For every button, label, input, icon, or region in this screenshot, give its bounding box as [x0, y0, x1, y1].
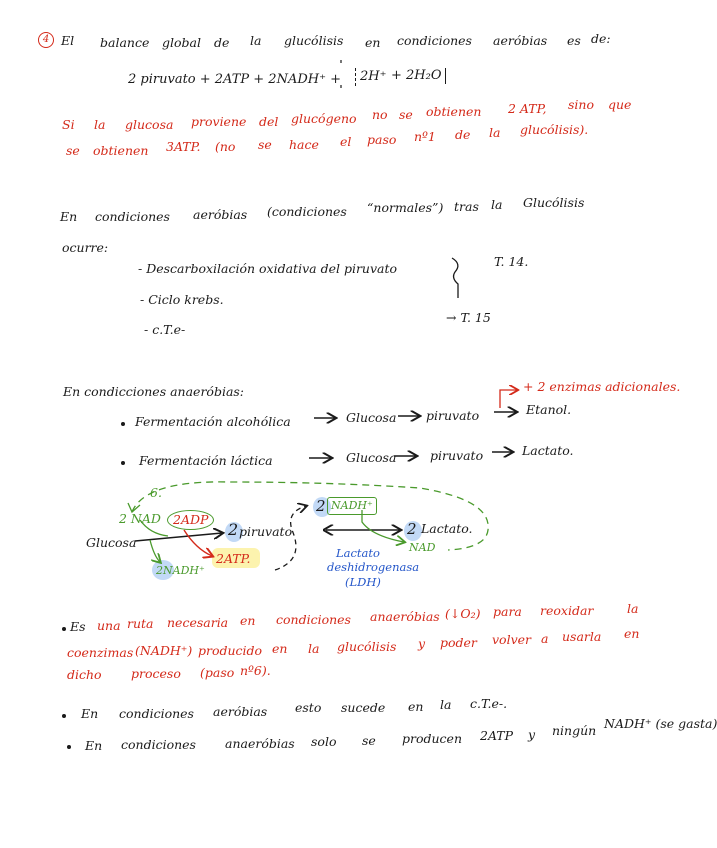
- word: global: [162, 35, 201, 50]
- word: es: [567, 33, 581, 48]
- word: reoxidar: [540, 603, 594, 618]
- regeneration-loop: [132, 482, 488, 550]
- word: necesaria: [167, 615, 229, 630]
- word: se: [362, 733, 376, 748]
- word: glucógeno: [291, 111, 357, 126]
- aerobic-step-3: - c.T.e-: [144, 322, 186, 337]
- word: (↓O₂): [445, 606, 481, 621]
- balance-equation-water: + 2H₂O: [391, 68, 446, 84]
- balance-equation: 2 piruvato + 2ATP + 2NADH⁺ +: [128, 72, 341, 87]
- pyruvate-count: 2: [228, 520, 239, 539]
- word: En: [81, 706, 99, 721]
- enzyme-label: Lactato: [336, 546, 380, 560]
- word: de: [214, 35, 230, 50]
- word: condiciones: [276, 612, 351, 627]
- word: el: [340, 134, 352, 149]
- word: la: [308, 641, 320, 656]
- nad-arrow: [140, 520, 168, 536]
- arrow: [135, 533, 222, 541]
- word: aeróbias: [493, 33, 548, 48]
- nad-output: NAD: [409, 541, 436, 554]
- word: condiciones: [95, 209, 170, 224]
- lactate-node: Lactato.: [421, 521, 473, 536]
- word: glucólisis: [284, 33, 344, 48]
- word: nº1: [414, 129, 436, 144]
- word: balance: [100, 35, 150, 50]
- nadh-count: 2: [316, 497, 326, 515]
- word: esto: [295, 700, 322, 715]
- word: que: [608, 97, 632, 112]
- step-six-label: 6.: [150, 485, 162, 500]
- word: obtienen: [426, 104, 482, 119]
- anaerobic-title: En condicciones anaeróbias:: [63, 384, 245, 399]
- word: en: [240, 613, 256, 628]
- word: paso: [367, 132, 397, 147]
- dashed-link: [275, 506, 306, 570]
- word: de:: [591, 31, 611, 46]
- word: producen: [402, 731, 463, 746]
- enzyme-abbrev: (LDH): [345, 575, 381, 589]
- word: En: [85, 738, 103, 753]
- lac-lactate: Lactato.: [522, 443, 574, 458]
- word: coenzimas: [67, 645, 134, 660]
- word: obtienen: [93, 143, 149, 158]
- word: “normales”): [367, 200, 444, 215]
- aerobic-step-1: - Descarboxilación oxidativa del piruvato: [138, 261, 398, 276]
- word: sucede: [341, 700, 386, 715]
- word: (no: [215, 139, 236, 154]
- word: de: [455, 127, 471, 142]
- word: 2ATP: [480, 728, 514, 743]
- lactic-fermentation-label: Fermentación láctica: [139, 453, 273, 468]
- word: sino: [568, 97, 594, 112]
- enzyme-label: deshidrogenasa: [327, 560, 420, 574]
- balance-equation-protons: 2H⁺: [355, 68, 390, 86]
- lac-glucose: Glucosa: [346, 450, 397, 465]
- word: la: [440, 697, 452, 712]
- word: c.T.e-.: [470, 696, 508, 711]
- word: (NADH⁺): [135, 643, 193, 658]
- word: (paso: [200, 665, 235, 680]
- aerobic-step-2: - Ciclo krebs.: [140, 292, 224, 307]
- word: se: [258, 137, 272, 152]
- alc-pyruvate: piruvato: [426, 408, 480, 423]
- word: (condiciones: [267, 204, 347, 219]
- word: la: [94, 117, 106, 132]
- word: se: [399, 107, 413, 122]
- word: se: [66, 143, 80, 158]
- word: condiciones: [397, 33, 472, 48]
- extra-enzymes-note: + 2 enzimas adicionales.: [523, 379, 681, 394]
- word: En: [60, 209, 78, 224]
- arrow-red: [500, 390, 517, 408]
- word: condiciones: [121, 737, 196, 752]
- word: Glucólisis: [523, 195, 585, 210]
- word: a: [541, 631, 549, 646]
- word: tras: [454, 199, 479, 214]
- word: en: [272, 641, 288, 656]
- section-number: 4: [38, 32, 54, 48]
- alc-glucose: Glucosa: [346, 410, 397, 425]
- nadh-arrow: [150, 540, 160, 562]
- word: la: [250, 33, 262, 48]
- topic-ref-14: T. 14.: [494, 254, 529, 269]
- occurs-label: ocurre:: [62, 240, 109, 255]
- word: Si: [62, 117, 75, 132]
- word: producido: [198, 643, 263, 658]
- word: la: [491, 197, 503, 212]
- pyruvate-node: piruvato: [239, 524, 293, 539]
- word: la: [627, 601, 639, 616]
- word: ruta: [127, 616, 154, 631]
- word: aeróbias: [193, 207, 248, 222]
- brace: [452, 258, 458, 298]
- word: nº6).: [240, 663, 271, 678]
- word: y: [528, 727, 536, 742]
- word: glucólisis).: [520, 122, 589, 137]
- word: en: [408, 699, 424, 714]
- word: anaeróbias: [370, 609, 440, 624]
- adp-input: 2ADP: [167, 510, 214, 530]
- word: y: [418, 636, 426, 651]
- word: glucosa: [125, 117, 174, 132]
- word: condiciones: [119, 706, 194, 721]
- alcoholic-fermentation-label: Fermentación alcohólica: [135, 414, 291, 429]
- word: solo: [311, 734, 337, 749]
- word: NADH⁺ (se gasta): [604, 716, 717, 731]
- nadh-output: 2NADH⁺: [156, 564, 205, 577]
- glucose-node: Glucosa: [86, 535, 137, 550]
- word: dicho: [67, 667, 102, 682]
- word: una: [97, 618, 121, 633]
- word: poder: [440, 635, 477, 650]
- lactate-count: 2: [407, 520, 417, 538]
- word: proceso: [131, 666, 181, 681]
- word: ningún: [552, 723, 597, 738]
- word: del: [259, 114, 279, 129]
- nadh-to-nad: [362, 510, 404, 542]
- word: 3ATP.: [166, 139, 201, 154]
- word: para: [493, 604, 522, 619]
- alc-ethanol: Etanol.: [526, 402, 572, 417]
- word: aeróbias: [213, 704, 268, 719]
- word: la: [489, 125, 501, 140]
- word: no: [372, 107, 388, 122]
- atp-output: 2ATP.: [216, 551, 251, 566]
- word: glucólisis: [337, 639, 397, 654]
- word: en: [624, 626, 640, 641]
- word: anaeróbias: [225, 736, 295, 751]
- word: El: [61, 33, 75, 48]
- word: Es: [70, 619, 86, 634]
- word: volver: [492, 632, 532, 647]
- nadh-node: NADH⁺: [327, 497, 377, 515]
- nad-input: 2 NAD: [119, 511, 161, 526]
- word: usarla: [562, 629, 602, 644]
- lac-pyruvate: piruvato: [430, 448, 484, 463]
- word: proviene: [191, 114, 247, 129]
- word: 2 ATP,: [508, 101, 547, 116]
- topic-ref-15: → T. 15: [446, 310, 491, 325]
- word: hace: [289, 137, 319, 152]
- word: en: [365, 35, 381, 50]
